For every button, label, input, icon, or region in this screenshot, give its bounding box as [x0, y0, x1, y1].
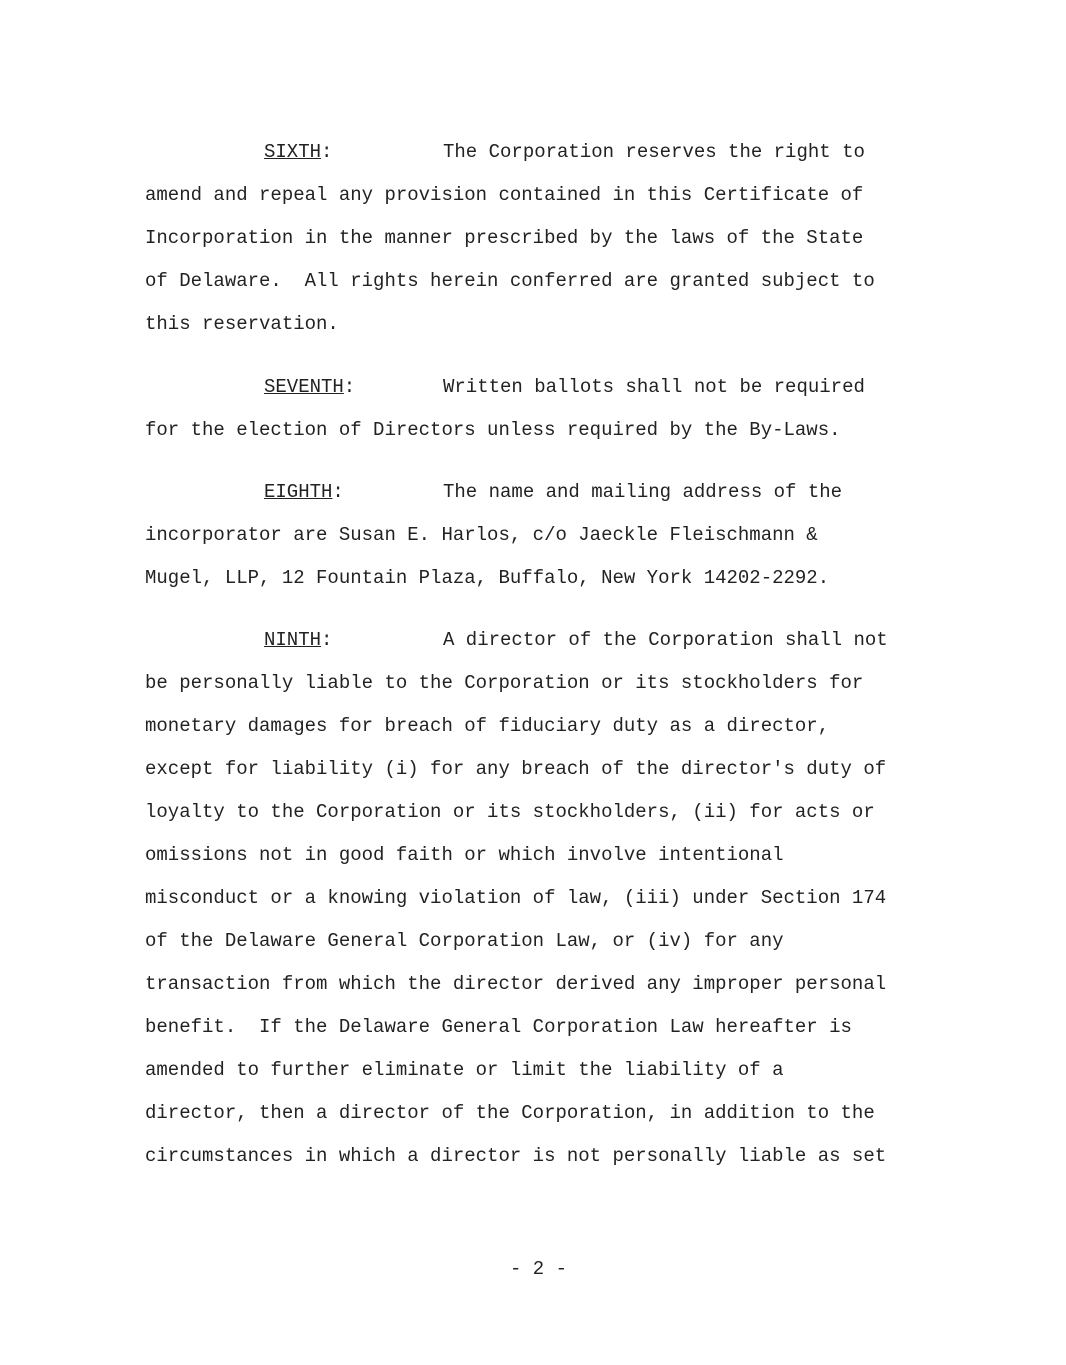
paragraph-line: omissions not in good faith or which involve intentional: [145, 844, 784, 866]
paragraph-line: Incorporation in the manner prescribed by the laws of the State: [145, 227, 864, 249]
paragraph-line: incorporator are Susan E. Harlos, c/o Jaeckle Fleischmann &: [145, 524, 818, 546]
paragraph-line: for the election of Directors unless required by the By-Laws.: [145, 419, 841, 441]
colon: :: [343, 376, 356, 398]
section-heading: SEVENTH: [264, 376, 344, 398]
section-heading: NINTH: [264, 629, 322, 651]
colon: :: [321, 629, 333, 651]
paragraph-line: monetary damages for breach of fiduciary duty as a director,: [145, 715, 830, 737]
paragraph-first-line: The Corporation reserves the right to: [443, 141, 865, 163]
paragraph-line: circumstances in which a director is not personally liable as set: [145, 1145, 887, 1167]
section-heading: SIXTH: [264, 141, 322, 163]
section-heading: EIGHTH: [264, 481, 333, 503]
paragraph-first-line: Written ballots shall not be required: [443, 376, 865, 398]
paragraph-line: loyalty to the Corporation or its stockholders, (ii) for acts or: [145, 801, 875, 823]
colon: :: [321, 141, 333, 163]
colon: :: [332, 481, 344, 503]
paragraph-line: be personally liable to the Corporation or its stockholders for: [145, 672, 864, 694]
paragraph-line: of the Delaware General Corporation Law, or (iv) for any: [145, 930, 784, 952]
page-number: - 2 -: [510, 1258, 568, 1280]
paragraph-line: amended to further eliminate or limit the liability of a: [145, 1059, 784, 1081]
paragraph-first-line: A director of the Corporation shall not: [443, 629, 888, 651]
paragraph-line: except for liability (i) for any breach of the director's duty of: [145, 758, 887, 780]
paragraph-line: this reservation.: [145, 313, 339, 335]
paragraph-line: director, then a director of the Corporation, in addition to the: [145, 1102, 875, 1124]
paragraph-line: benefit. If the Delaware General Corporation Law hereafter is: [145, 1016, 852, 1038]
paragraph-line: misconduct or a knowing violation of law, (iii) under Section 174: [145, 887, 887, 909]
paragraph-line: of Delaware. All rights herein conferred are granted subject to: [145, 270, 875, 292]
paragraph-line: Mugel, LLP, 12 Fountain Plaza, Buffalo, New York 14202-2292.: [145, 567, 830, 589]
paragraph-first-line: The name and mailing address of the: [443, 481, 843, 503]
paragraph-line: transaction from which the director derived any improper personal: [145, 973, 887, 995]
paragraph-line: amend and repeal any provision contained in this Certificate of: [145, 184, 864, 206]
